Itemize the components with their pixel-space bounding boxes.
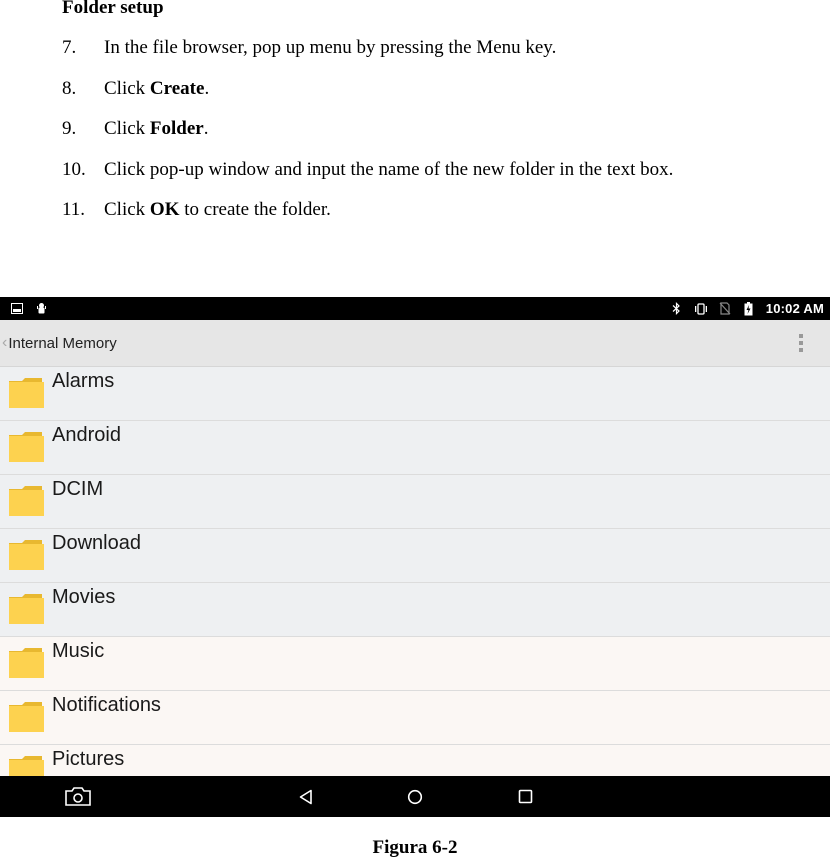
navigation-bar (0, 776, 830, 817)
device-screenshot (0, 297, 830, 817)
step-text-before: Click (104, 118, 150, 139)
vibrate-icon (694, 302, 708, 316)
step-text-after: . (204, 77, 210, 99)
folder-name: DCIM (52, 478, 104, 500)
folder-icon (9, 701, 44, 732)
step-text (104, 198, 331, 239)
doc-heading: Folder setup (62, 0, 164, 18)
figure-caption: Figura 6-2 (372, 837, 458, 858)
overflow-menu-icon[interactable] (786, 323, 816, 363)
list-item[interactable] (0, 529, 830, 583)
folder-icon (9, 593, 44, 624)
step-keyword: OK (149, 199, 180, 220)
step-text-after: . (203, 118, 209, 139)
folder-icon (9, 431, 44, 462)
folder-icon (9, 539, 44, 570)
step-text (104, 77, 209, 118)
back-icon[interactable] (286, 776, 326, 817)
step-number: 8. (62, 77, 77, 99)
step-text-before: Click (104, 77, 150, 99)
step-keyword: Folder (149, 118, 204, 139)
list-item[interactable] (0, 583, 830, 637)
step-keyword: Create (149, 77, 205, 99)
step-text-before: Click (104, 199, 150, 220)
step-item (62, 198, 673, 239)
list-item[interactable] (0, 637, 830, 691)
list-item[interactable] (0, 367, 830, 421)
image-notification-icon (10, 302, 24, 316)
folder-name: Alarms (52, 370, 115, 392)
step-text-after: to create the folder. (179, 199, 331, 220)
step-item (62, 117, 673, 158)
step-number: 11. (62, 199, 86, 220)
no-sim-icon (718, 302, 732, 316)
list-item[interactable] (0, 421, 830, 475)
step-number: 7. (62, 37, 77, 58)
list-item[interactable] (0, 691, 830, 745)
bluetooth-icon (670, 302, 684, 316)
page-title: Internal Memory (8, 334, 117, 352)
folder-icon (9, 377, 44, 408)
folder-name: Notifications (52, 694, 161, 716)
folder-name: Android (52, 424, 121, 446)
home-icon[interactable] (395, 776, 435, 817)
step-number: 10. (62, 158, 86, 180)
chevron-left-icon[interactable]: ‹ (2, 334, 8, 351)
folder-name: Pictures (52, 748, 125, 770)
screenshot-icon[interactable] (58, 776, 98, 817)
instruction-steps (62, 36, 673, 239)
folder-icon (9, 647, 44, 678)
step-text (104, 117, 209, 158)
step-text: Click pop-up window and input the name of the new folder in the text box. (104, 158, 674, 180)
step-item (62, 36, 673, 77)
battery-charging-icon (742, 302, 756, 316)
recents-icon[interactable] (505, 776, 545, 817)
step-number: 9. (62, 118, 77, 139)
folder-name: Download (52, 532, 141, 554)
android-debug-icon (34, 302, 48, 316)
step-text: In the file browser, pop up menu by pressing the Menu key. (104, 37, 557, 58)
breadcrumb[interactable] (0, 334, 117, 352)
step-item (62, 77, 673, 118)
status-time: 10:02 AM (765, 301, 824, 316)
folder-name: Movies (52, 586, 116, 608)
step-item (62, 158, 673, 199)
app-bar (0, 320, 830, 367)
folder-name: Music (52, 640, 105, 662)
folder-list (0, 367, 830, 799)
list-item[interactable] (0, 475, 830, 529)
status-bar (0, 297, 830, 320)
folder-icon (9, 485, 44, 516)
